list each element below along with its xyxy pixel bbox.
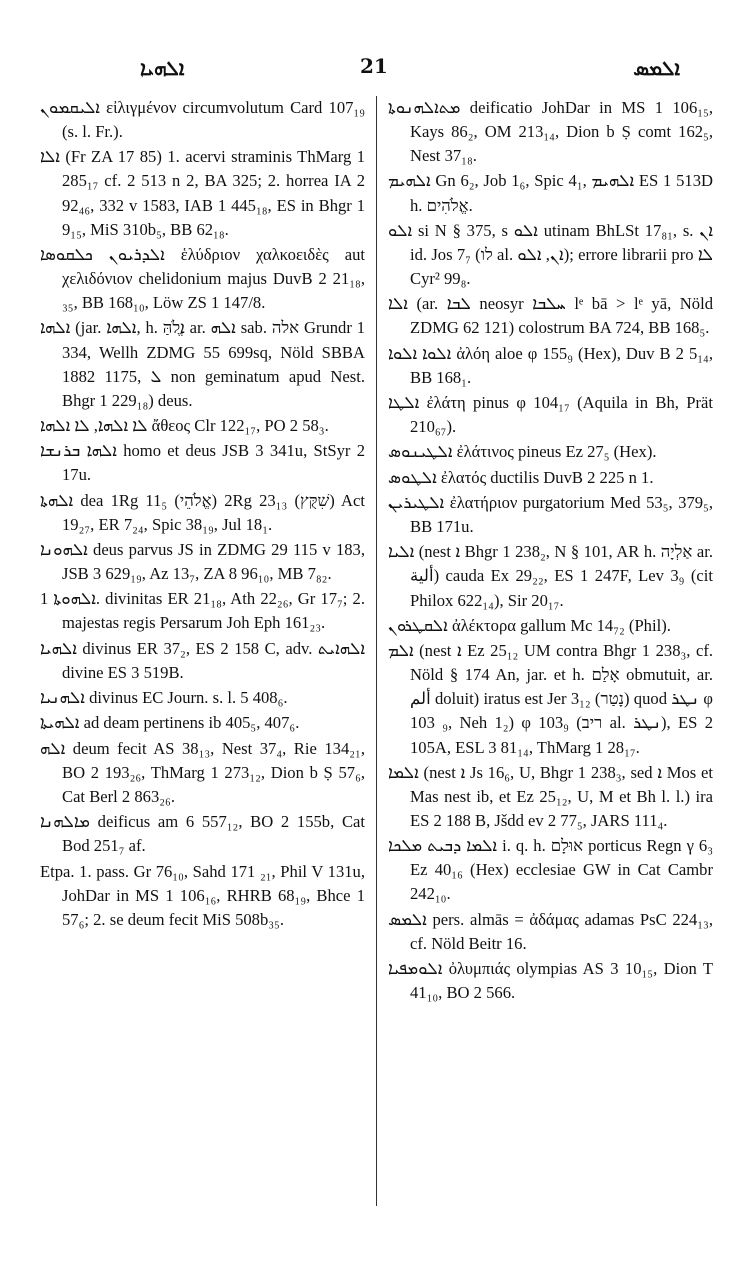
dictionary-entry: ܐܠܛܘܣ ἐλατός ductilis DuvB 2 225 n 1. bbox=[388, 467, 654, 487]
dictionary-entry: ܠܐ ܐܠܗܐ, ܠܐ ܐܠܗܐ ἄθεος Clr 122₁₇, PO 2 58₃. bbox=[40, 415, 329, 435]
dictionary-entry: ܐܠܛܐ ἐλάτη pinus φ 104₁₇ (Aquila in Bh, Prät 210₆₇). bbox=[388, 393, 713, 437]
dictionary-entry: ܐܠܡܐ (nest ܐ Js 16₆, U, Bhgr 1 238₃, sed ܐ Mos et Mas nest ib, et Ez 25₁₂, U, M et Bh l. l.) ira ES 2 188 B, Jšdd ev 2 77₅, JARS 111₄. bbox=[388, 762, 713, 830]
column-divider bbox=[376, 96, 377, 1206]
page-number: 21 bbox=[360, 54, 388, 78]
dictionary-entry: ܐܠܗܝܐ divinus ER 37₂, ES 2 158 C, adv. ܐܠܗܐܝܬ divine ES 3 519B. bbox=[40, 638, 365, 682]
dictionary-entry: ܐܠܕܪܝܘܢ ܟܠܩܘܣܐ ἑλύδριον χαλκοειδὲς aut χελιδόνιον chelidonium majus DuvB 2 21₁₈, ₃₅, BB 168₁₀, Löw ZS 1 147/8. bbox=[40, 244, 365, 313]
dictionary-entry: ܐܠܡ (nest ܐ Ez 25₁₂ UM contra Bhgr 1 238₃, cf. Nöld § 174 An, jar. et h. אָלַם obmutuit, ar. ألم doluit) iratus est Jer 3₁₂ (נָטַר) quod ܢܛܪ φ 103 ₉, Neh 1₂) φ 103₉ (ריב al. ܢܛܪ), ES 2 105A, ESL 3 81₁₄, ThMarg 1 28₁₇. bbox=[388, 641, 713, 757]
page-header bbox=[60, 50, 720, 86]
dictionary-entry: ܐܠܗ deum fecit AS 38₁₃, Nest 37₄, Rie 134₂₁, BO 2 193₂₆, ThMarg 1 273₁₂, Dion b Ṣ 57₆, Cat Berl 2 863₂₆. bbox=[40, 738, 365, 806]
dictionary-entry: ܐܠܗܝܡ Gn 6₂, Job 1₆, Spic 4₁, ܐܠܗܝܡ ES 1 513D h. אֱלֹהִים. bbox=[388, 171, 713, 215]
dictionary-entry: ܐܠܘܐ ܐܠܘܐ ἀλόη aloe φ 155₉ (Hex), Duv B 2 5₁₄, BB 168₁. bbox=[388, 343, 713, 387]
dictionary-entry: ܐܠܡܐ ܕܒܝܬ ܡܠܟܐ i. q. h. אוּלָם porticus Regn γ 6₃ Ez 40₁₆ (Hex) ecclesiae GW in Cat Cambr 242₁₀. bbox=[388, 836, 713, 904]
dictionary-entry: ܐܠܝܐ (nest ܐ Bhgr 1 238₂, N § 101, AR h. אַלְיָה ar. ألية) cauda Ex 29₂₂, ES 1 247F, Lev 3₉ (cit Philox 622₁₄), Sir 20₁₇. bbox=[388, 542, 713, 610]
dictionary-entry: ܐܠܗܢܝܐ divinus EC Journ. s. l. 5 408₆. bbox=[40, 688, 288, 708]
dictionary-entry: ܐܠܛܝܪܝܢ ἐλατήριον purgatorium Med 53₅, 379₅, BB 171u. bbox=[388, 493, 713, 537]
dictionary-entry: ܐܠܗܘܢܐ deus parvus JS in ZDMG 29 115 v 183, JSB 3 629₁₉, Az 13₇, ZA 8 96₁₀, MB 7₈₂. bbox=[40, 540, 365, 584]
dictionary-entry: ܐܠܗܝܬܐ ad deam pertinens ib 405₅, 407₆. bbox=[40, 713, 300, 733]
dictionary-entry: ܐܠܗܐ (jar. ܐܠܗܐ, h. ܐֱלֹהַּ ar. ܐܠܗ sab. אלה Grundr 1 334, Wellh ZDMG 55 699sq, Nöld SBBA 1882 1175, ܠ non geminatum apud Nest. Bhgr 1 229₁₈) deus. bbox=[40, 318, 366, 410]
dictionary-entry: Etpa. 1. pass. Gr 76₁₀, Sahd 171 ₂₁, Phil V 131u, JohDar in MS 1 106₁₆, RHRB 68₁₉, Bhce 1 57₆; 2. se deum fecit MiS 508b₃₅. bbox=[40, 861, 365, 929]
dictionary-entry: ܐܠܩܛܪܘܢ ἀλέκτορα gallum Mc 14₇₂ (Phil). bbox=[388, 615, 671, 635]
dictionary-entry: ܡܐܠܗܢܐ deificus am 6 557₁₂, BO 2 155b, Cat Bod 251₇ af. bbox=[40, 812, 365, 856]
dictionary-entry: ܐܠܛܝܢܘܣ ἐλάτινος pineus Ez 27₅ (Hex). bbox=[388, 442, 657, 462]
dictionary-entry: ܐܠܐ (Fr ZA 17 85) 1. acervi straminis ThMarg 1 285₁₇ cf. 2 513 n 2, BA 325; 2. horrea IA 2 92₄₆, 332 v 1583, IAB 1 445₁₈, ES in Bhgr 1 9₁₅, MiS 310b₅, BB 62₁₈. bbox=[40, 147, 365, 239]
dictionary-entry: ܐܠܐ (ar. ܠܒܐ neosyr ܚܠܒܐ lᵉ bā > lᵉ yā, Nöld ZDMG 62 121) colostrum BA 724, BB 168₅. bbox=[388, 294, 713, 338]
dictionary-entry: ܐܠܗܬܐ dea 1Rg 11₅ (אֱלֹהֵי) 2Rg 23₁₃ (שִׁקֻּץ) Act 19₂₇, ER 7₂₄, Spic 38₁₉, Jul 18₁. bbox=[40, 490, 366, 534]
dictionary-entry: ܐܠܝܩܡܘܢ εἰλιγμένον circumvolutum Card 107₁₉ (s. l. Fr.). bbox=[40, 98, 365, 142]
dictionary-entry: ܐܠܡܣ pers. almās = ἀδάμας adamas PsC 224₁₃, cf. Nöld Beitr 16. bbox=[388, 909, 713, 953]
left-column bbox=[40, 96, 365, 933]
running-head-right: ܐܠܡܣ bbox=[633, 56, 680, 80]
running-head-left: ܐܠܗܝܐ bbox=[140, 56, 185, 80]
right-column bbox=[388, 96, 713, 1006]
dictionary-entry: ܡܬܐܠܗܢܘܬܐ deificatio JohDar in MS 1 106₁₅, Kays 86₂, OM 213₁₄, Dion b Ṣ comt 162₅, Nest 37₁₈. bbox=[388, 98, 713, 166]
dictionary-entry: ܐܠܘ si N § 375, s ܐܠܘ utinam BhLSt 17₈₁, s. ܐܢ id. Jos 7₇ (לו al. ܐܢ, ܐܠܘ); errore librarii pro ܠܐ Cyr² 99₈. bbox=[388, 220, 714, 289]
dictionary-entry: ܐܠܗܘܬܐ 1. divinitas ER 21₁₈, Ath 22₂₆, Gr 17₇; 2. majestas regis Persarum Joh Eph 161₂₃. bbox=[40, 589, 365, 633]
dictionary-entry: ܐܠܘܡܦܝܐ ὀλυμπιάς olympias AS 3 10₁₅, Dion T 41₁₀, BO 2 566. bbox=[388, 959, 713, 1003]
dictionary-entry: ܐܠܗܐ ܒܪܢܫܐ homo et deus JSB 3 341u, StSyr 2 17u. bbox=[40, 441, 365, 485]
